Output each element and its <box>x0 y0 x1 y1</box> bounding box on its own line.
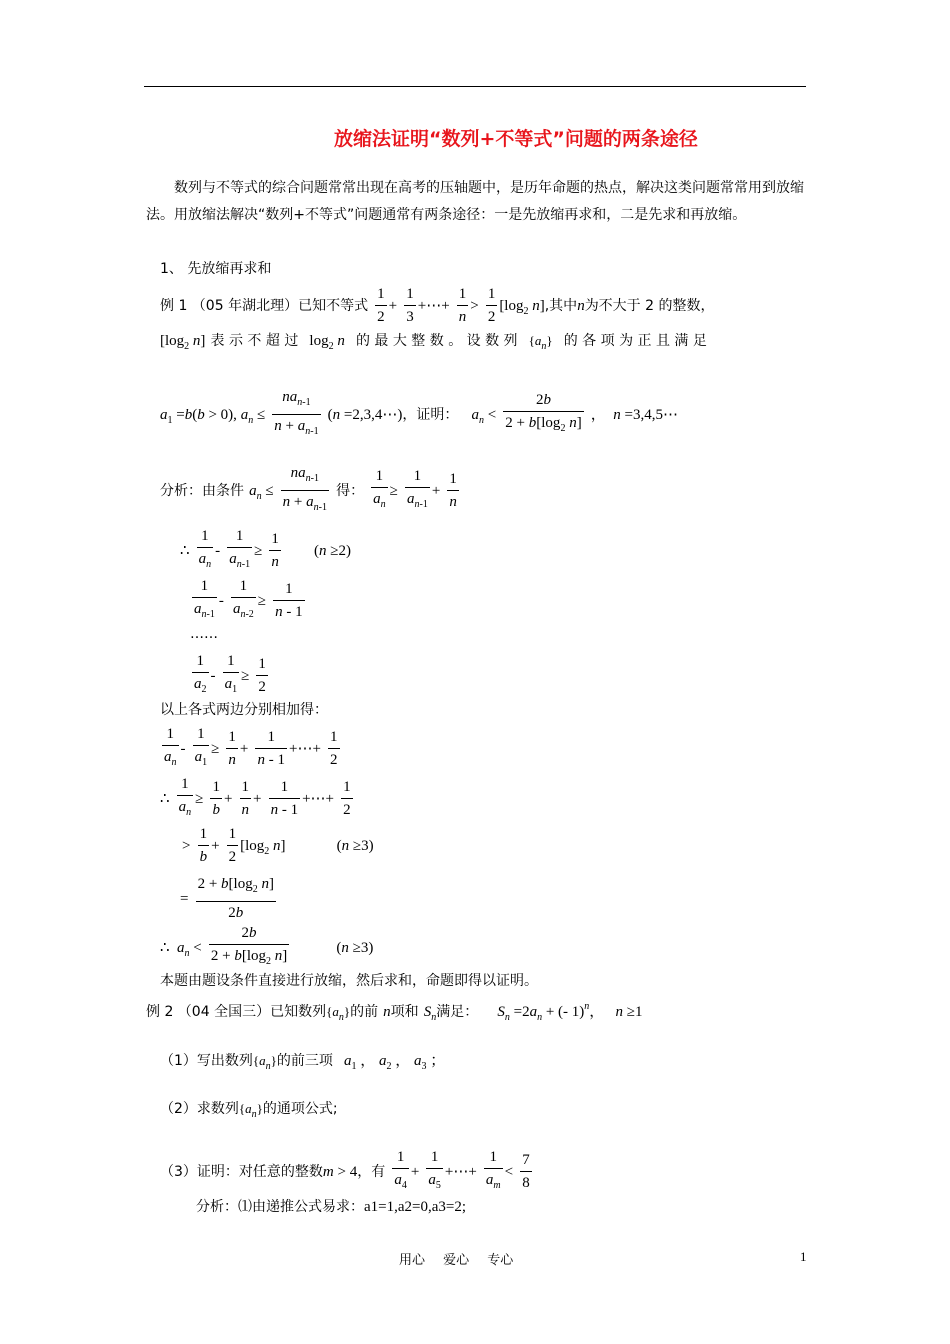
intro-paragraph: 数列与不等式的综合问题常常出现在高考的压轴题中，是历年命题的热点，解决这类问题常常用到放缩法。用放缩法解决“数列+不等式”问题通常有两条途径：一是先放缩再求和，二是先求和再放缩。 <box>146 180 804 223</box>
example1-line2: [$\log_2$ n] 表 示 不 超 过 $\log_2 n$ 的 最 大 整 数 。 设 数 列 $\{a_n\}$ 的 各 项 为 正 且 满 足 <box>160 333 707 352</box>
fraction: $\frac{1}{n}$ <box>447 468 459 513</box>
sum-text: 以上各式两边分别相加得： <box>160 702 328 718</box>
header-rule <box>144 86 806 87</box>
conclusion-text: 本题由题设条件直接进行放缩，然后求和，命题即得以证明。 <box>160 973 538 989</box>
fraction: $\frac{na_{n-1}}{n + a_{n-1}}$ <box>281 462 329 519</box>
fraction: $\frac{na_{n-1}}{n + a_{n-1}}$ <box>272 386 320 443</box>
example1-label: 例 1 （05 年湖北理）已知不等式 <box>160 298 369 314</box>
ellipsis: …… <box>190 626 218 642</box>
example1-condition: $a_1 =b(b > 0)$, $a_n$ ≤ $\frac{na_{n-1}}{n + a_{n-1}}$ (n =2,3,4⋯)，证明： $a_n$ < $\frac{2b}{2 + b[\log_2 n]}$ ， n =3,4,5⋯ <box>160 386 678 443</box>
fraction: $\frac{1}{n}$ <box>457 283 469 328</box>
fraction: $\frac{1}{a_n}$ <box>371 465 388 516</box>
page-number: 1 <box>800 1249 807 1264</box>
question-3: （3）证明：对任意的整数m > 4，有 $\frac{1}{a_4}$ + $\frac{1}{a_5}$ +⋯+ $\frac{1}{a_m}$ < $\frac{7}{8}$ <box>160 1146 534 1197</box>
example1-line1: 例 1 （05 年湖北理）已知不等式 $\frac{1}{2}$ + $\frac{1}{3}$ +⋯+ $\frac{1}{n}$ > $\frac{1}{2}$ [$\log_2$ n],其中n为不大于 2 的整数， <box>160 283 715 328</box>
fraction: $\frac{1}{2}$ <box>486 283 498 328</box>
page-title: 放缩法证明“数列+不等式”问题的两条途径 <box>334 128 698 150</box>
fraction: $\frac{1}{a_{n-1}}$ <box>405 465 430 516</box>
step-2: $\frac{1}{a_{n-1}}$ - $\frac{1}{a_{n-2}}$ ≥ $\frac{1}{n - 1}$ <box>190 575 307 626</box>
fraction: $\frac{1}{2}$ <box>375 283 387 328</box>
result-line: ∴ $a_n$ < $\frac{2b}{2 + b[\log_2 n]}$ (n ≥3) <box>160 922 373 973</box>
fraction: $\frac{1}{3}$ <box>404 283 416 328</box>
analysis-line: 分析：由条件 $a_n$ ≤ $\frac{na_{n-1}}{n + a_{n-1}}$ 得： $\frac{1}{a_n}$ ≥ $\frac{1}{a_{n-1}}$ + $\frac{1}{n}$ <box>160 462 461 519</box>
question-1: （1）写出数列$\{a_n\}$的前三项 $a_1$ ， $a_2$ ， $a_3$ ； <box>160 1053 446 1072</box>
sum-line-2: ∴ $\frac{1}{a_n}$ ≥ $\frac{1}{b}$ + $\frac{1}{n}$ + $\frac{1}{n - 1}$ +⋯+ $\frac{1}{2}$ <box>160 773 355 824</box>
section-heading: 1、 先放缩再求和 <box>160 261 272 277</box>
step-1: ∴ $\frac{1}{a_n}$ - $\frac{1}{a_{n-1}}$ ≥ $\frac{1}{n}$ (n ≥2) <box>180 525 351 576</box>
example2-line: 例 2 （04 全国三）已知数列$\{a_n\}$的前 n项和 $S_n$满足： $S_n =2a_n$ + (- 1)$^n$， n ≥1 <box>146 1001 643 1023</box>
question-2: （2）求数列$\{a_n\}$的通项公式; <box>160 1101 338 1120</box>
example2-analysis: 分析：⑴由递推公式易求：a1=1,a2=0,a3=2; <box>196 1199 467 1215</box>
sum-line: $\frac{1}{a_n}$ - $\frac{1}{a_1}$ ≥ $\frac{1}{n}$ + $\frac{1}{n - 1}$ +⋯+ $\frac{1}{2}$ <box>160 723 342 774</box>
footer-text: 用心 爱心 专心 <box>399 1253 514 1268</box>
step-3: $\frac{1}{a_2}$ - $\frac{1}{a_1}$ ≥ $\frac{1}{2}$ <box>190 650 270 701</box>
sum-line-4: = $\frac{2 + b[\log_2 n]}{2b}$ <box>180 873 278 924</box>
fraction: $\frac{2b}{2 + b[\log_2 n]}$ <box>503 389 583 440</box>
sum-line-3: > $\frac{1}{b}$ + $\frac{1}{2}$ [$\log_2$ n] (n ≥3) <box>182 823 374 868</box>
